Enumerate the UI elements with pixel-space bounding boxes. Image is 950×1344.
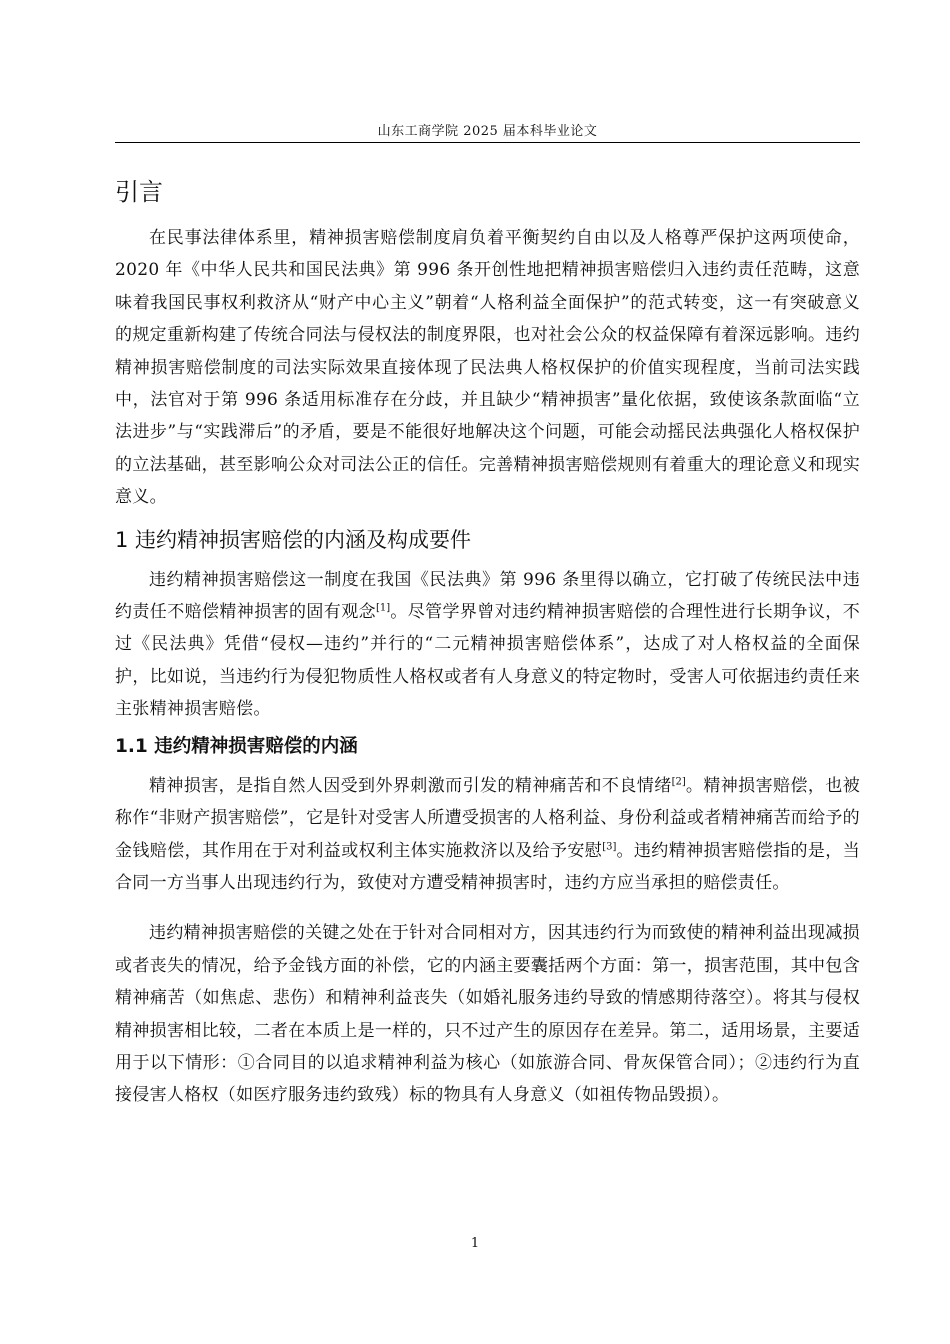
intro-heading: 引言 [115,178,163,206]
page-body [115,172,860,1112]
section-1-1-paragraph-1 [115,770,860,900]
section-1-text-a: 违约精神损害赔偿这一制度在我国《民法典》第 996 条里得以确立，它打破了传统民法中违约责任不赔偿精神损害的固有观念 [115,569,860,623]
section-1-paragraph [115,564,860,726]
section-1-1-text-a: 精神损害，是指自然人因受到外界刺激而引发的精神痛苦和不良情绪 [149,775,672,796]
section-1-1-text-b: 。精神损害赔偿，也被称作“非财产损害赔偿”，它是针对受害人所遭受损害的人格利益、身份利益或者精神痛苦而给予的金钱赔偿，其作用在于对利益或权利主体实施救济以及给予安慰 [115,775,861,861]
section-1-1-paragraph-2: 违约精神损害赔偿的关键之处在于针对合同相对方，因其违约行为而致使的精神利益出现减损或者丧失的情况，给予金钱方面的补偿，它的内涵主要囊括两个方面：第一，损害范围，其中包含精神痛苦（如焦虑、悲伤）和精神利益丧失（如婚礼服务违约导致的情感期待落空）。将其与侵权精神损害相比较，二者在本质上是一样的，只不过产生的原因存在差异。第二，适用场景，主要适用于以下情形：①合同目的以追求精神利益为核心（如旅游合同、骨灰保管合同）；②违约行为直接侵害人格权（如医疗服务违约致残）标的物具有人身意义（如祖传物品毁损）。 [115,923,860,1106]
running-header: 山东工商学院 2025 届本科毕业论文 [377,124,598,139]
section-1-1-heading: 1.1 违约精神损害赔偿的内涵 [115,735,358,757]
section-1-text-b: 。尽管学界曾对违约精神损害赔偿的合理性进行长期争议，不过《民法典》凭借“侵权—违约”并行的“二元精神损害赔偿体系”，达成了对人格权益的全面保护，比如说，当违约行为侵犯物质性人格权或者有人身意义的特定物时，受害人可依据违约责任来主张精神损害赔偿。 [115,602,860,720]
intro-paragraph: 在民事法律体系里，精神损害赔偿制度肩负着平衡契约自由以及人格尊严保护这两项使命，2020 年《中华人民共和国民法典》第 996 条开创性地把精神损害赔偿归入违约责任范畴，这意味着我国民事权利救济从“财产中心主义”朝着“人格利益全面保护”的范式转变，这一有突破意义的规定重新构建了传统合同法与侵权法的制度界限，也对社会公众的权益保障有着深远影响。违约精神损害赔偿制度的司法实际效果直接体现了民法典人格权保护的价值实现程度，当前司法实践中，法官对于第 996 条适用标准存在分歧，并且缺少“精神损害”量化依据，致使该条款面临“立法进步”与“实践滞后”的矛盾，要是不能很好地解决这个问题，可能会动摇民法典强化人格权保护的立法基础，甚至影响公众对司法公正的信任。完善精神损害赔偿规则有着重大的理论意义和现实意义。 [115,228,860,508]
section-1-heading: 1 违约精神损害赔偿的内涵及构成要件 [115,527,472,552]
page-number: 1 [470,1236,480,1251]
citation-2: [2] [671,776,686,788]
citation-3: [3] [602,840,617,852]
section-1-1-text-c: 。违约精神损害赔偿指的是，当合同一方当事人出现违约行为，致使对方遭受精神损害时，违约方应当承担的赔偿责任。 [115,840,860,893]
citation-1: [1] [376,602,391,614]
header-rule [115,142,860,143]
